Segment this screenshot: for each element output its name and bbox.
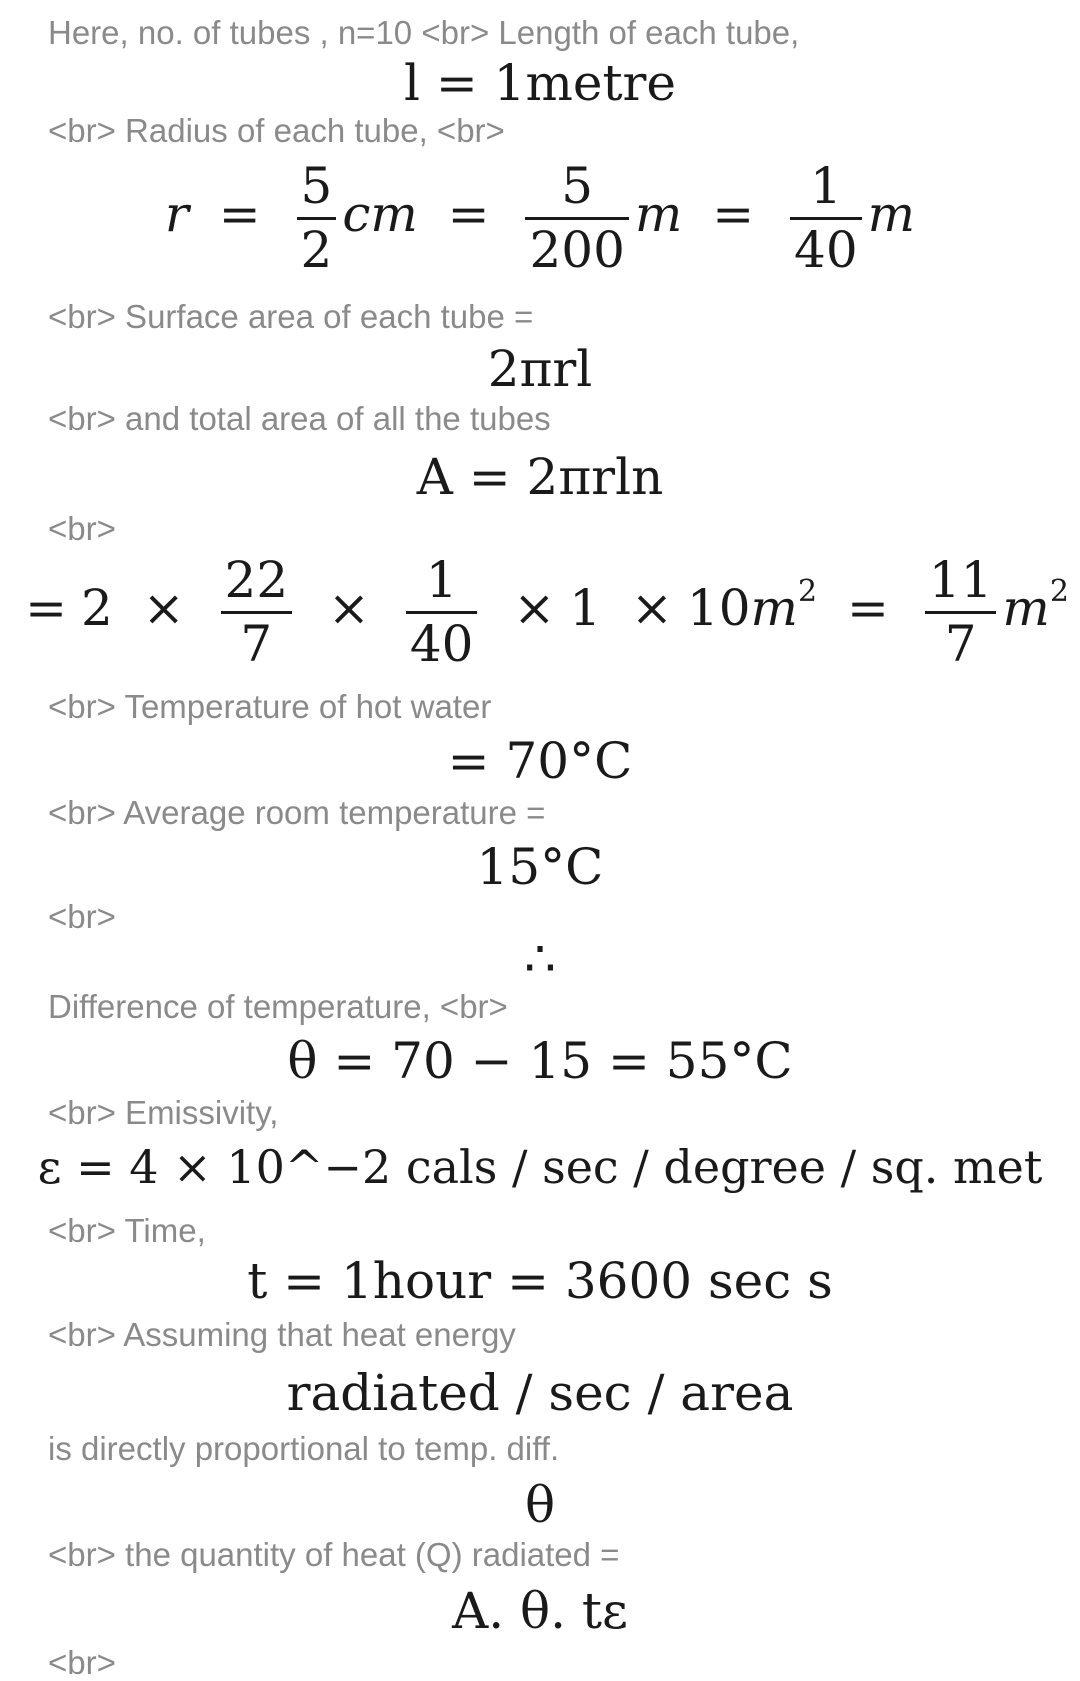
text-line-break: <br> bbox=[48, 510, 116, 547]
exponent: 2 bbox=[797, 574, 818, 609]
factor: 1 bbox=[569, 579, 602, 637]
equation-length: l = 1metre bbox=[403, 54, 677, 112]
radius-symbol: r bbox=[164, 185, 189, 243]
equation-temp-difference: θ = 70 − 15 = 55°C bbox=[287, 1032, 793, 1090]
text-line-time: <br> Time, bbox=[48, 1212, 206, 1249]
equals-sign: = bbox=[846, 579, 889, 637]
symbol-theta: θ bbox=[524, 1476, 556, 1534]
numerator: 1 bbox=[406, 554, 478, 614]
fraction-1-40 bbox=[790, 157, 862, 279]
equation-room-temp: 15°C bbox=[476, 838, 604, 896]
equation-surface-area: 2πrl bbox=[487, 340, 593, 398]
times-sign: × bbox=[142, 579, 185, 637]
text-line-assumption: <br> Assuming that heat energy bbox=[48, 1316, 516, 1353]
factor: 2 bbox=[80, 579, 113, 637]
numerator: 1 bbox=[790, 160, 862, 220]
denominator: 40 bbox=[794, 220, 858, 279]
fraction-5-2 bbox=[297, 157, 337, 279]
text-line-break: <br> bbox=[48, 1644, 116, 1681]
text-line-break: <br> bbox=[48, 898, 116, 935]
fraction-11-7 bbox=[925, 551, 997, 673]
denominator: 2 bbox=[300, 220, 333, 279]
text-line-surface-area: <br> Surface area of each tube = bbox=[48, 298, 534, 335]
equation-total-area: A = 2πrln bbox=[416, 448, 664, 506]
exponent: 2 bbox=[1049, 574, 1069, 609]
equation-heat-quantity: A. θ. tε bbox=[452, 1582, 628, 1640]
unit-m: m bbox=[750, 579, 798, 637]
denominator: 7 bbox=[240, 614, 273, 673]
denominator: 200 bbox=[529, 220, 625, 279]
unit-m: m bbox=[634, 185, 683, 243]
text-line-room-temp: <br> Average room temperature = bbox=[48, 794, 546, 831]
text-line-proportional: is directly proportional to temp. diff. bbox=[48, 1430, 560, 1467]
factor: 10 bbox=[686, 579, 751, 637]
equation-emissivity: ε = 4 × 10^−2 cals / sec / degree / sq. met bbox=[37, 1140, 1043, 1194]
times-sign: × bbox=[328, 579, 370, 637]
equals-sign: = bbox=[447, 185, 490, 243]
numerator: 5 bbox=[525, 160, 628, 220]
equation-radiated: radiated / sec / area bbox=[286, 1364, 794, 1422]
equation-hot-water-temp: = 70°C bbox=[447, 732, 633, 790]
unit-m: m bbox=[867, 185, 916, 243]
text-line-radius: <br> Radius of each tube, <br> bbox=[48, 112, 505, 149]
text-line-heat-quantity: <br> the quantity of heat (Q) radiated = bbox=[48, 1536, 620, 1573]
unit-m: m bbox=[1002, 579, 1050, 637]
denominator: 7 bbox=[944, 614, 977, 673]
equals-sign: = bbox=[25, 579, 67, 637]
times-sign: × bbox=[513, 579, 556, 637]
fraction-22-7 bbox=[221, 551, 293, 673]
equation-area-calculation bbox=[0, 551, 1080, 673]
text-line-emissivity: <br> Emissivity, bbox=[48, 1094, 279, 1131]
equation-time: t = 1hour = 3600 sec s bbox=[247, 1252, 833, 1310]
therefore-symbol: ∴ bbox=[524, 930, 556, 988]
equation-radius bbox=[0, 157, 1080, 279]
text-line-hot-water: <br> Temperature of hot water bbox=[48, 688, 492, 725]
unit-cm: cm bbox=[342, 185, 418, 243]
numerator: 5 bbox=[297, 160, 337, 220]
text-line-total-area: <br> and total area of all the tubes bbox=[48, 400, 551, 437]
denominator: 40 bbox=[409, 614, 474, 673]
equals-sign: = bbox=[712, 185, 755, 243]
text-line-difference: Difference of temperature, <br> bbox=[48, 988, 508, 1025]
equals-sign: = bbox=[218, 185, 261, 243]
text-line-tubes: Here, no. of tubes , n=10 <br> Length of each tube, bbox=[48, 14, 800, 51]
fraction-5-200 bbox=[525, 157, 628, 279]
numerator: 11 bbox=[925, 554, 997, 614]
fraction-1-40 bbox=[406, 551, 478, 673]
numerator: 22 bbox=[221, 554, 293, 614]
times-sign: × bbox=[631, 579, 673, 637]
